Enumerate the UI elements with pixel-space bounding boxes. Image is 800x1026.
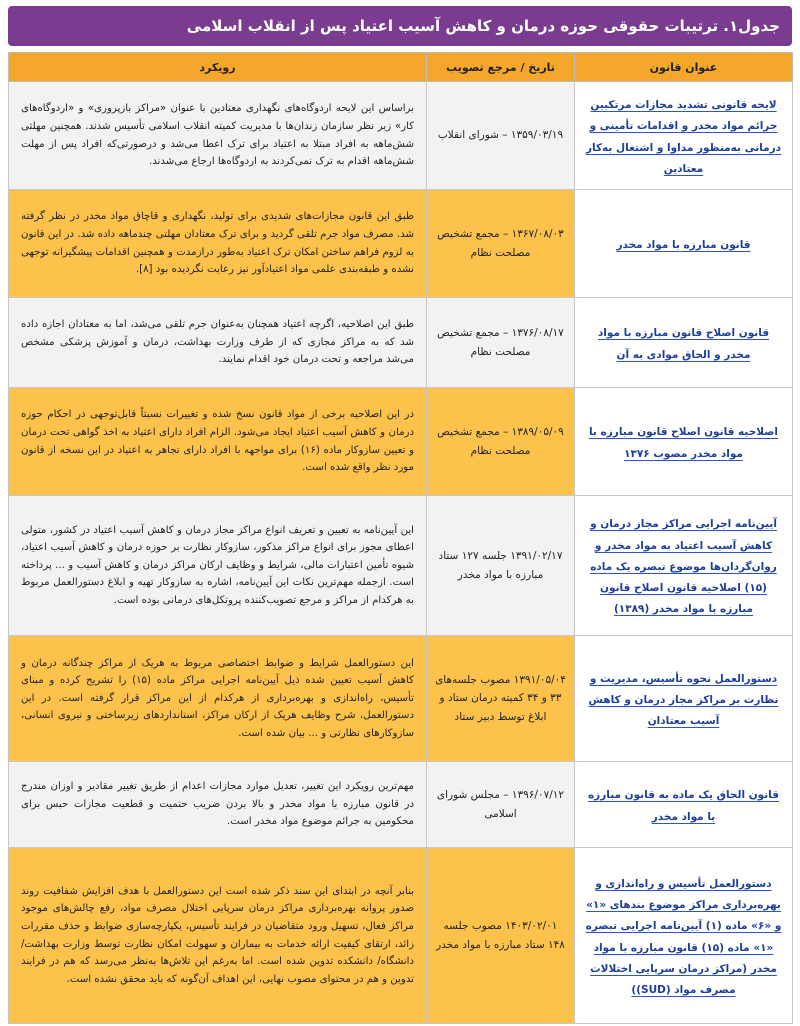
- approach-cell: در این اصلاحیه برخی از مواد قانون نسخ شده و تغییرات نسبتاً قابل‌توجهی در احکام حوزه درمان و کاهش آسیب اعتیاد ایجاد می‌شود. الزام افراد دارای اعتیاد به اخذ گواهی تحت درمان و تعیین سازوکار ماده (۱۶) برای مواجهه با افراد دارای تجاهر به اعتیاد در این نسخه از قانون مورد نظر واقع شده است.: [9, 388, 427, 496]
- approach-cell: طبق این قانون مجازات‌های شدیدی برای تولید، نگهداری و قاچاق مواد مخدر در نظر گرفته شد. مصرف مواد جرم تلقی گردید و برای ترک معتادان مهلتی چندماهه داده شد. در این قانون به لزوم فراهم ساختن امکان ترک اعتیاد به‌طور درازمدت و همچنین اقدامات پیشگیرانه توجهی نشده و طبقه‌بندی علمی مواد اعتیادآور نیز رعایت نگردیده بود [۸].: [9, 190, 427, 298]
- law-title-link[interactable]: لایحه قانونی تشدید مجازات مرتکبین جرائم مواد مخدر و اقدامات تأمینی و درمانی به‌منظور مداوا و اشتغال به‌کار معتادین: [585, 98, 782, 175]
- table-row: [9, 496, 793, 636]
- approach-cell: طبق این اصلاحیه، اگرچه اعتیاد همچنان به‌عنوان جرم تلقی می‌شد، اما به معتادان اجازه داده شد که به مراکز مجازی که از طرف وزارت بهداشت، درمان و آموزش پزشکی مشخص می‌شد مراجعه و تحت درمان خود اقدام نمایند.: [9, 298, 427, 388]
- law-title-link[interactable]: قانون الحاق یک ماده به قانون مبارزه با مواد مخدر: [587, 789, 780, 823]
- approval-date-cell: ۱۳۵۹/۰۳/۱۹ – شورای انقلاب: [427, 82, 575, 190]
- table-row: [9, 190, 793, 298]
- approval-date-cell: ۱۳۹۶/۰۷/۱۲ – مجلس شورای اسلامی: [427, 762, 575, 848]
- law-title-cell: [575, 190, 793, 298]
- approval-date-cell: ۱۳۹۱/۰۵/۰۴ مصوب جلسه‌های ۳۳ و ۳۴ کمیته درمان ستاد و ابلاغ توسط دبیر ستاد: [427, 636, 575, 762]
- approach-cell: این آیین‌نامه به تعیین و تعریف انواع مراکز مجاز درمان و کاهش آسیب اعتیاد در کشور، متولی اعطای مجوز برای انواع مراکز مذکور، سازوکار نظارت بر حوزه درمان و کاهش آسیب اعتیاد، شیوه تأمین اعتبارات مالی، شرایط و وظایف ارکان مراکز درمان و کاهش آسیب و ... پرداخته است. ازجمله مهم‌ترین نکات این آیین‌نامه، اشاره به سازوکار تهیه و ابلاغ دستورالعمل مربوط به هرکدام از مراکز و مرجع تصویب‌کننده پروتکل‌های درمانی بوده است.: [9, 496, 427, 636]
- law-title-link[interactable]: قانون اصلاح قانون مبارزه با مواد مخدر و الحاق موادی به آن: [597, 327, 770, 361]
- header-title: عنوان قانون: [575, 53, 793, 82]
- approval-date-cell: ۱۳۷۶/۰۸/۱۷ – مجمع تشخیص مصلحت نظام: [427, 298, 575, 388]
- table-row: [9, 82, 793, 190]
- table-row: [9, 762, 793, 848]
- approach-cell: مهم‌ترین رویکرد این تغییر، تعدیل موارد مجازات اعدام از طریق تغییر مقادیر و اوزان مندرج در قانون مبارزه با مواد مخدر و بالا بردن ضریب حتمیت و قطعیت مجازات حبس برای محکومین به جرائم موضوع مواد مخدر است.: [9, 762, 427, 848]
- law-title-link[interactable]: دستورالعمل تأسیس و راه‌اندازی و بهره‌برداری مراکز موضوع بندهای «۱» و «۶» ماده (۱) آیین‌نامه اجرایی تبصره «۱» ماده (۱۵) قانون مبارزه با مواد مخدر (مراکز درمان سرپایی اختلالات مصرف مواد (SUD)): [585, 877, 782, 997]
- approval-date-cell: ۱۴۰۳/۰۲/۰۱ مصوب جلسه ۱۴۸ ستاد مبارزه با مواد مخدر: [427, 848, 575, 1024]
- header-row: [9, 53, 793, 82]
- law-title-cell: [575, 762, 793, 848]
- law-title-cell: [575, 636, 793, 762]
- table-caption: جدول۱. ترتیبات حقوقی حوزه درمان و کاهش آسیب اعتیاد پس از انقلاب اسلامی: [8, 6, 792, 46]
- law-title-cell: [575, 848, 793, 1024]
- table-row: [9, 636, 793, 762]
- law-title-cell: [575, 388, 793, 496]
- law-title-cell: [575, 496, 793, 636]
- header-approach: رویکرد: [9, 53, 427, 82]
- header-date: تاریخ / مرجع تصویب: [427, 53, 575, 82]
- law-title-link[interactable]: اصلاحیه قانون اصلاح قانون مبارزه با مواد مخدر مصوب ۱۳۷۶: [588, 426, 778, 460]
- approach-cell: بنابر آنچه در ابتدای این سند ذکر شده است این دستورالعمل با هدف افزایش شفافیت روند صدور پروانه بهره‌برداری مراکز درمان سرپایی اختلال مصرف مواد، رفع چالش‌های موجود مراکز فعال، تسهیل ورود متقاضیان در فرایند تأسیس، یکپارچه‌سازی ضوابط و حذف مقررات زائد، ارتقای کیفیت ارائه خدمات به بیماران و سهولت امکان نظارت توسط وزارت بهداشت/ دانشگاه/ دانشکده تدوین شده است. اما به‌رغم این تلاش‌ها به‌نظر می‌رسد که هم در فرایند تدوین و هم در محتوای مصوب نهایی، این اهداف آن‌گونه که باید محقق نشده است.: [9, 848, 427, 1024]
- table-row: [9, 298, 793, 388]
- approval-date-cell: ۱۳۹۱/۰۲/۱۷ جلسه ۱۲۷ ستاد مبارزه با مواد مخدر: [427, 496, 575, 636]
- approval-date-cell: ۱۳۶۷/۰۸/۰۳ – مجمع تشخیص مصلحت نظام: [427, 190, 575, 298]
- law-title-link[interactable]: قانون مبارزه با مواد مخدر: [616, 238, 751, 251]
- approval-date-cell: ۱۳۸۹/۰۵/۰۹ – مجمع تشخیص مصلحت نظام: [427, 388, 575, 496]
- law-title-cell: [575, 298, 793, 388]
- table-row: [9, 388, 793, 496]
- law-title-cell: [575, 82, 793, 190]
- approach-cell: این دستورالعمل شرایط و ضوابط اختصاصی مربوط به هریک از مراکز چندگانه درمان و کاهش آسیب تعیین شده ذیل آیین‌نامه اجرایی مراکز ماده (۱۵) را تشریح کرده و مبنای تأسیس، راه‌اندازی و بهره‌برداری از هرکدام از این مراکز قرار گرفته است. در این دستورالعمل، شرح وظایف هریک از ارکان مراکز، استانداردهای زیرساختی و نیروی انسانی، سازوکارهای نظارتی و ... بیان شده است.: [9, 636, 427, 762]
- law-title-link[interactable]: دستورالعمل نحوه تأسیس، مدیریت و نظارت بر مراکز مجاز درمان و کاهش آسیب معتادان: [588, 672, 779, 728]
- laws-table: [8, 52, 793, 1024]
- law-title-link[interactable]: آیین‌نامه اجرایی مراکز مجاز درمان و کاهش آسیب اعتیاد به مواد مخدر و روان‌گردان‌ها موضوع تبصره یک ماده (۱۵) اصلاحیه قانون اصلاح قانون مبارزه با مواد مخدر (۱۳۸۹): [590, 518, 777, 616]
- approach-cell: براساس این لایحه اردوگاه‌های نگهداری معتادین با عنوان «مراکز بازپروری» و «اردوگاه‌های کار» زیر نظر سازمان زندان‌ها با مدیریت کمیته انقلاب اسلامی تأسیس شدند. همچنین مهلتی شش‌ماهه به افراد مبتلا به اعتیاد برای ترک اعطا می‌شد و درصورتی‌که افراد پس از مهلت شش‌ماهه اقدام به ترک نمی‌کردند به اردوگاه‌ها ارجاع می‌شدند.: [9, 82, 427, 190]
- table-row: [9, 848, 793, 1024]
